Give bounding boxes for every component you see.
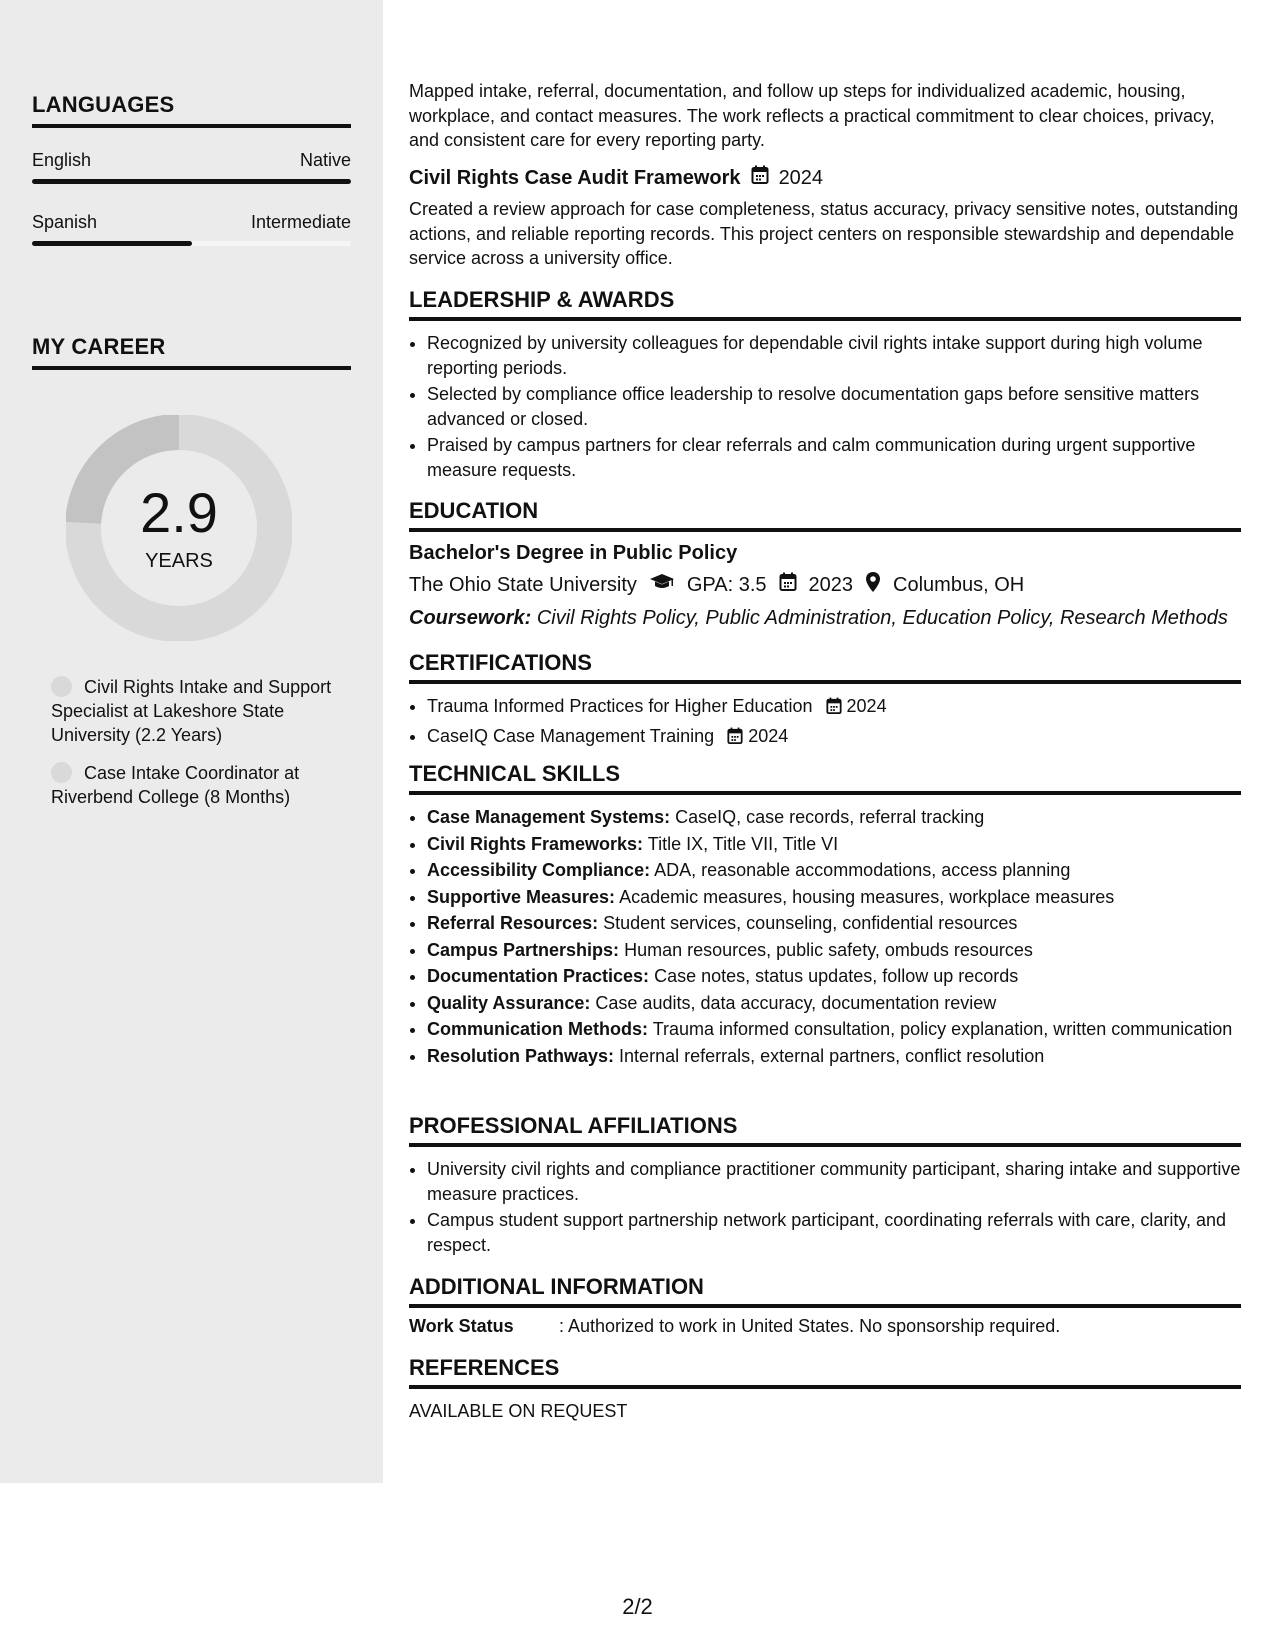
skills-title: TECHNICAL SKILLS [409,761,1241,795]
skill-value: Internal referrals, external partners, conflict resolution [619,1045,1045,1066]
leadership-item: • Praised by campus partners for clear referrals and calm communication during urgent supportive measure requests. [427,433,1241,482]
education-coursework [409,607,1241,630]
affiliations-section [409,1113,1241,1259]
additional-section [409,1274,1241,1337]
references-title: REFERENCES [409,1355,1241,1389]
education-section [409,498,1241,630]
language-proficiency-bar [32,241,351,246]
skill-item [427,1017,1241,1042]
skill-item [427,885,1241,910]
references-section [409,1355,1241,1424]
leadership-item: • Selected by compliance office leadership to resolve documentation gaps before sensitive matters advanced or closed. [427,382,1241,431]
career-years-value: 2.9 [140,481,218,544]
language-item [32,212,351,246]
calendar-icon [779,572,797,598]
work-status-value: : Authorized to work in United States. No sponsorship required. [559,1316,1061,1336]
education-gpa: GPA: 3.5 [686,573,767,596]
affiliation-item: • Campus student support partnership network participant, coordinating referrals with care, clarity, and respect. [427,1208,1241,1257]
skill-item [427,938,1241,963]
affiliations-list [409,1157,1241,1257]
certification-item [427,694,1241,722]
certification-year: 2024 [748,725,789,746]
skill-item [427,805,1241,830]
language-item [32,150,351,184]
skill-label: Resolution Pathways: [427,1045,615,1066]
intro-paragraph: Mapped intake, referral, documentation, and follow up steps for individualized academic, housing, workplace, and contact measures. The work reflects a practical commitment to clear choices, privacy, and consistent care for every reporting party. [409,81,1215,150]
skill-label: Civil Rights Frameworks: [427,833,644,854]
project-description: Created a review approach for case completeness, status accuracy, privacy sensitive notes, outstanding actions, and reliable reporting records. This project centers on responsible stewardship and dependable service across a university office. [409,199,1239,268]
skill-item [427,911,1241,936]
skills-list [409,805,1241,1068]
skill-item [427,858,1241,883]
coursework-list: Civil Rights Policy, Public Administration, Education Policy, Research Methods [536,607,1228,629]
language-proficiency-bar [32,179,351,184]
education-degree: Bachelor's Degree in Public Policy [409,542,738,564]
affiliations-title: PROFESSIONAL AFFILIATIONS [409,1113,1241,1147]
education-title: EDUCATION [409,498,1241,532]
skill-value: Academic measures, housing measures, workplace measures [619,886,1115,907]
skill-label: Quality Assurance: [427,992,591,1013]
skill-value: Human resources, public safety, ombuds resources [624,939,1033,960]
coursework-label: Coursework: [409,607,532,629]
languages-section [32,92,351,246]
skill-item [427,964,1241,989]
leadership-title: LEADERSHIP & AWARDS [409,287,1241,321]
language-name: Spanish [32,212,98,232]
calendar-icon [826,697,842,722]
skill-value: Case audits, data accuracy, documentation review [595,992,997,1013]
calendar-icon [751,165,769,191]
certification-name: Trauma Informed Practices for Higher Education [427,696,813,716]
skill-label: Case Management Systems: [427,807,671,827]
certifications-title: CERTIFICATIONS [409,650,1241,684]
language-name: English [32,150,92,170]
leadership-section [409,287,1241,484]
skill-value: CaseIQ, case records, referral tracking [675,807,985,827]
skill-label: Campus Partnerships: [427,939,620,960]
skill-value: Student services, counseling, confidential resources [603,913,1018,933]
certification-name: CaseIQ Case Management Training [427,725,715,746]
work-status-row [409,1316,1241,1337]
project-entry [409,165,1241,271]
language-proficiency-fill [32,179,351,184]
skill-item [427,832,1241,857]
skill-value: ADA, reasonable accommodations, access planning [654,860,1071,880]
location-pin-icon [865,571,881,599]
references-text: AVAILABLE ON REQUEST [409,1401,628,1421]
leadership-item: • Recognized by university colleagues for dependable civil rights intake support during high volume reporting periods. [427,331,1241,380]
affiliation-item: • University civil rights and compliance practitioner community participant, sharing intake and supportive measure practices. [427,1157,1241,1206]
career-legend-item [51,675,341,747]
certifications-list [409,694,1241,751]
education-school: The Ohio State University [409,573,637,596]
skill-label: Documentation Practices: [427,966,650,986]
skill-label: Communication Methods: [427,1019,648,1039]
skill-value: Case notes, status updates, follow up records [654,966,1019,986]
career-title: MY CAREER [32,334,351,370]
calendar-icon [727,727,743,752]
leadership-list [409,331,1241,482]
skills-section [409,761,1241,1070]
career-donut-chart [66,415,292,641]
language-level: Intermediate [250,212,351,232]
language-level: Native [299,150,351,170]
career-legend-text: Civil Rights Intake and Support Specialist at Lakeshore State University (2.2 Years) [51,677,332,745]
education-details [409,571,1241,599]
skill-value: Title IX, Title VII, Title VI [647,833,839,854]
certification-item [427,724,1241,752]
certifications-section [409,650,1241,753]
skill-value: Trauma informed consultation, policy explanation, written communication [652,1019,1233,1039]
language-proficiency-fill [32,241,192,246]
career-section [32,334,351,370]
project-year: 2024 [778,166,824,189]
skill-item [427,991,1241,1016]
page-number: 2/2 [622,1594,653,1619]
project-title-row [409,165,1241,191]
project-title: Civil Rights Case Audit Framework [409,166,741,189]
education-year: 2023 [808,573,854,596]
graduation-cap-icon [649,573,675,597]
skill-label: Accessibility Compliance: [427,860,651,880]
additional-title: ADDITIONAL INFORMATION [409,1274,1241,1308]
certification-year: 2024 [846,696,887,716]
skill-label: Referral Resources: [427,913,599,933]
career-legend-text: Case Intake Coordinator at Riverbend College (8 Months) [51,763,300,807]
languages-title: LANGUAGES [32,92,351,128]
legend-dot [51,676,72,697]
career-years-unit: YEARS [145,550,213,572]
education-location: Columbus, OH [893,573,1025,596]
career-legend-item [51,761,341,809]
skill-item [427,1044,1241,1069]
skill-label: Supportive Measures: [427,886,616,907]
sidebar [0,0,383,1483]
work-status-label: Work Status [409,1316,514,1336]
legend-dot [51,762,72,783]
